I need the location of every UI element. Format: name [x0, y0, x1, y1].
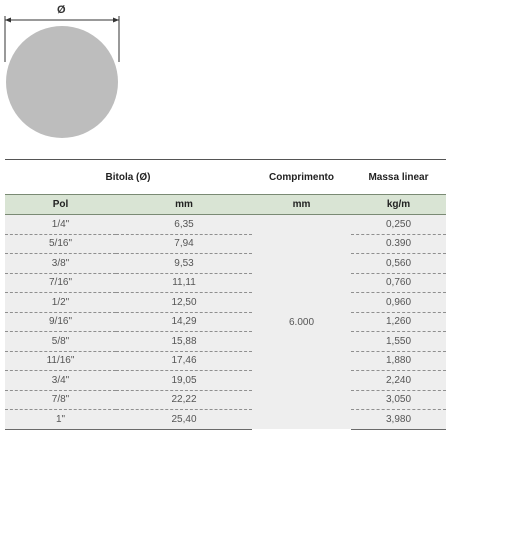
table-row	[5, 390, 446, 410]
cell-kgm: 0,760	[351, 273, 446, 293]
cell-mm: 25,40	[116, 410, 252, 430]
header-bitola: Bitola (Ø)	[5, 160, 252, 195]
table-row	[5, 273, 446, 293]
cell-kgm: 1,880	[351, 351, 446, 371]
table-row	[5, 332, 446, 352]
table-row	[5, 410, 446, 430]
cell-pol: 3/4"	[5, 371, 116, 391]
cell-kgm: 1,260	[351, 312, 446, 332]
cell-pol: 5/8"	[5, 332, 116, 352]
cell-pol: 1/4"	[5, 215, 116, 235]
header-kgm: kg/m	[351, 195, 446, 215]
cell-pol: 3/8"	[5, 254, 116, 274]
table-row	[5, 215, 446, 235]
cell-pol: 7/16"	[5, 273, 116, 293]
cell-mm: 6,35	[116, 215, 252, 235]
bar-cross-section-icon	[0, 0, 130, 145]
cell-pol: 5/16"	[5, 234, 116, 254]
cell-pol: 7/8"	[5, 390, 116, 410]
cell-mm: 7,94	[116, 234, 252, 254]
table-row	[5, 254, 446, 274]
table-row	[5, 371, 446, 391]
spec-table	[5, 159, 446, 430]
header-mm: mm	[116, 195, 252, 215]
header-massa-linear: Massa linear	[351, 160, 446, 195]
cell-comprimento: 6.000	[252, 215, 351, 430]
cell-mm: 19,05	[116, 371, 252, 391]
table-row	[5, 234, 446, 254]
cell-kgm: 0.390	[351, 234, 446, 254]
cell-pol: 9/16"	[5, 312, 116, 332]
cell-mm: 22,22	[116, 390, 252, 410]
table-row	[5, 293, 446, 313]
cell-pol: 11/16"	[5, 351, 116, 371]
table-row	[5, 351, 446, 371]
cell-mm: 11,11	[116, 273, 252, 293]
diameter-diagram	[0, 0, 130, 145]
table-row	[5, 312, 446, 332]
diameter-symbol: Ø	[57, 4, 66, 16]
header-comp-mm: mm	[252, 195, 351, 215]
header-pol: Pol	[5, 195, 116, 215]
cell-kgm: 3,980	[351, 410, 446, 430]
cell-kgm: 0,250	[351, 215, 446, 235]
cell-kgm: 2,240	[351, 371, 446, 391]
cell-mm: 12,50	[116, 293, 252, 313]
cell-kgm: 0,560	[351, 254, 446, 274]
cell-mm: 17,46	[116, 351, 252, 371]
cell-kgm: 1,550	[351, 332, 446, 352]
cell-kgm: 3,050	[351, 390, 446, 410]
cell-pol: 1/2"	[5, 293, 116, 313]
cell-mm: 9,53	[116, 254, 252, 274]
cell-kgm: 0,960	[351, 293, 446, 313]
cell-pol: 1"	[5, 410, 116, 430]
header-comprimento: Comprimento	[252, 160, 351, 195]
cell-mm: 14,29	[116, 312, 252, 332]
cell-mm: 15,88	[116, 332, 252, 352]
